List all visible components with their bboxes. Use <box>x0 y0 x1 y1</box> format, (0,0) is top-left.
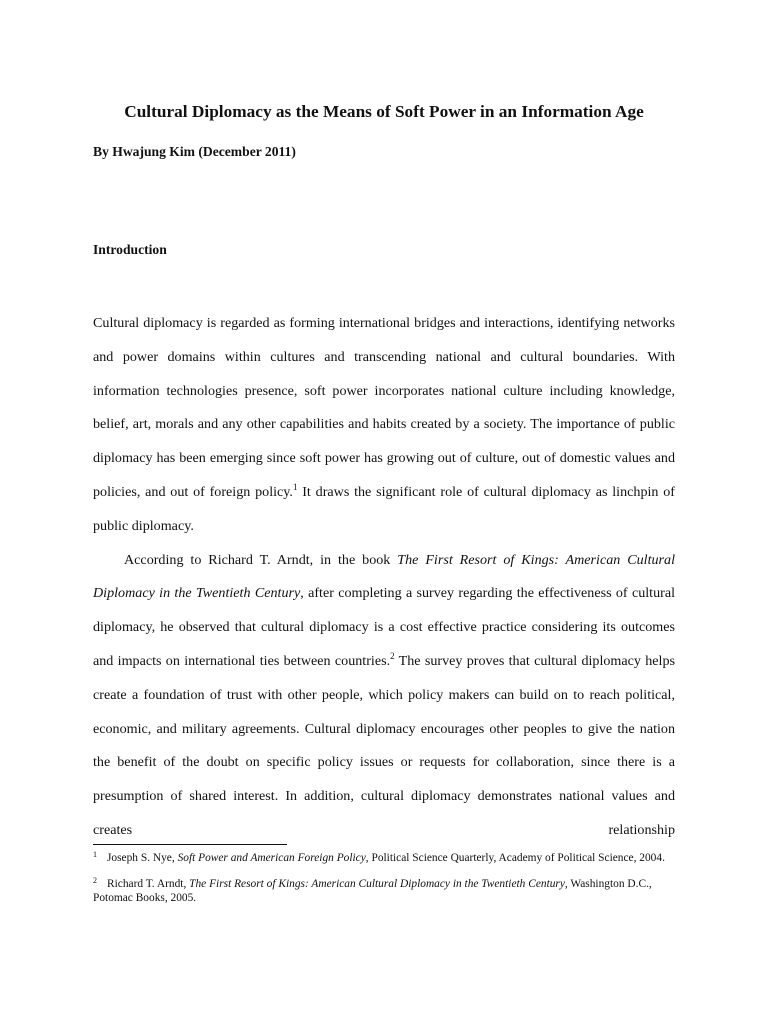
footnote-1-author: Joseph S. Nye, <box>107 852 178 864</box>
section-heading-introduction: Introduction <box>93 242 167 257</box>
footnote-divider <box>93 844 287 845</box>
paragraph-2 <box>93 544 675 848</box>
footnote-1-mark: 1 <box>93 850 97 859</box>
footnote-1 <box>93 851 675 865</box>
footnote-2-author: Richard T. Arndt, <box>107 878 190 890</box>
footnote-1-details: , Political Science Quarterly, Academy of Political Science, 2004. <box>365 852 665 864</box>
paragraph-2-text-c: The survey proves that cultural diplomacy helps create a foundation of trust with other people, which policy makers can build on to reach political, economic, and military agreements. Cultural diplomacy encourages other peoples to give the nation the benefit of the doubt on specific policy issues or requests for collaboration, since there is a presumption of shared interest. In addition, cultural diplomacy demonstrates national values and creates relationship <box>93 652 676 838</box>
footnote-reference-2: 2 <box>390 650 395 661</box>
document-title: Cultural Diplomacy as the Means of Soft Power in an Information Age <box>124 102 644 121</box>
paragraph-1-text-a: Cultural diplomacy is regarded as forming international bridges and interactions, identifying networks and power domains within cultures and transcending national and cultural boundaries. With information technologies presence, soft power incorporates national culture including knowledge, belief, art, morals and any other capabilities and habits created by a society. The importance of public diplomacy has been emerging since soft power has growing out of culture, out of domestic values and policies, and out of foreign policy. <box>93 315 675 500</box>
footnote-reference-1: 1 <box>292 481 298 492</box>
footnote-2-details: , Washington D.C., Potomac Books, 2005. <box>93 878 652 904</box>
footnote-2-mark: 2 <box>93 876 97 885</box>
paragraph-2-text-a: According to Richard T. Arndt, in the book <box>124 551 398 568</box>
paragraph-1-text-b: It draws the significant role of cultural diplomacy as linchpin of public diplomacy. <box>93 483 675 534</box>
footnotes <box>93 851 675 917</box>
footnote-2 <box>93 877 675 905</box>
author-byline: By Hwajung Kim (December 2011) <box>93 144 296 159</box>
footnote-2-work: The First Resort of Kings: American Cultural Diplomacy in the Twentieth Century <box>189 878 565 890</box>
paragraph-2-text-b: , after completing a survey regarding the effectiveness of cultural diplomacy, he observed that cultural diplomacy is a cost effective practice considering its outcomes and impacts on international ties between countries. <box>93 585 675 669</box>
book-title-citation: The First Resort of Kings: American Cultural Diplomacy in the Twentieth Century <box>93 551 675 602</box>
footnote-1-work: Soft Power and American Foreign Policy <box>177 852 366 864</box>
paragraph-1 <box>93 307 675 544</box>
body-text <box>93 307 675 848</box>
